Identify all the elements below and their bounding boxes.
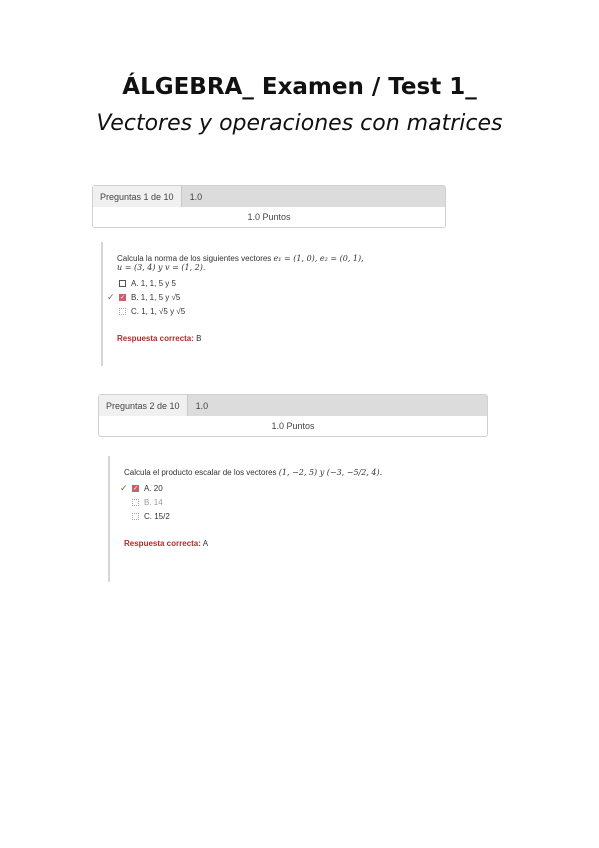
prompt-math: (1, −2, 5) y (−3, −5/2, 4). xyxy=(278,468,383,477)
question-1-body xyxy=(101,242,401,366)
checkbox[interactable] xyxy=(119,280,126,287)
question-2-body xyxy=(108,456,438,582)
correct-answer-label: Respuesta correcta: xyxy=(124,539,201,548)
answer-option-a[interactable] xyxy=(119,276,401,290)
checkmark-icon: ✓ xyxy=(120,482,128,493)
question-2-header xyxy=(98,394,488,437)
question-points: 1.0 Puntos xyxy=(247,212,291,222)
answer-option-c[interactable] xyxy=(132,509,438,523)
correct-answer xyxy=(124,539,438,548)
question-number: Preguntas 2 de 10 xyxy=(99,395,188,416)
answer-option-a[interactable] xyxy=(120,481,438,495)
prompt-text: Calcula el producto escalar de los vectores xyxy=(124,468,277,477)
option-label: C. 1, 1, √5 y √5 xyxy=(131,306,186,316)
page-subtitle: Vectores y operaciones con matrices xyxy=(96,111,503,136)
question-score: 1.0 xyxy=(195,400,209,411)
option-label: B. 14 xyxy=(144,497,163,507)
checkbox-checked[interactable]: ✓ xyxy=(119,294,126,301)
correct-answer-label: Respuesta correcta: xyxy=(117,334,194,343)
option-label: B. 1, 1, 5 y √5 xyxy=(131,292,181,302)
answer-option-b[interactable] xyxy=(132,495,438,509)
question-prompt xyxy=(117,254,401,263)
question-number: Preguntas 1 de 10 xyxy=(93,186,182,207)
prompt-text: Calcula la norma de los siguientes vectores xyxy=(117,254,272,263)
checkbox[interactable] xyxy=(132,513,139,520)
correct-answer-value: A xyxy=(202,539,209,548)
checkbox[interactable] xyxy=(132,499,139,506)
answer-option-b[interactable] xyxy=(107,290,401,304)
option-label: A. 1, 1, 5 y 5 xyxy=(131,278,176,288)
question-prompt xyxy=(124,468,438,477)
option-label: C. 15/2 xyxy=(144,511,170,521)
prompt-math: e₁ = (1, 0), e₂ = (0, 1), xyxy=(273,254,364,263)
question-score: 1.0 xyxy=(189,191,203,202)
correct-answer-value: B xyxy=(196,334,202,343)
page-title: ÁLGEBRA_ Examen / Test 1_ xyxy=(122,74,477,100)
answer-option-c[interactable] xyxy=(119,304,401,318)
checkbox-checked[interactable]: ✓ xyxy=(132,485,139,492)
question-points: 1.0 Puntos xyxy=(271,421,315,431)
checkbox[interactable] xyxy=(119,308,126,315)
option-label: A. 20 xyxy=(144,483,163,493)
checkmark-icon: ✓ xyxy=(107,291,115,302)
correct-answer xyxy=(117,334,401,343)
question-1-header xyxy=(92,185,446,228)
prompt-math-line-2: u = (3, 4) y v = (1, 2). xyxy=(117,263,206,272)
